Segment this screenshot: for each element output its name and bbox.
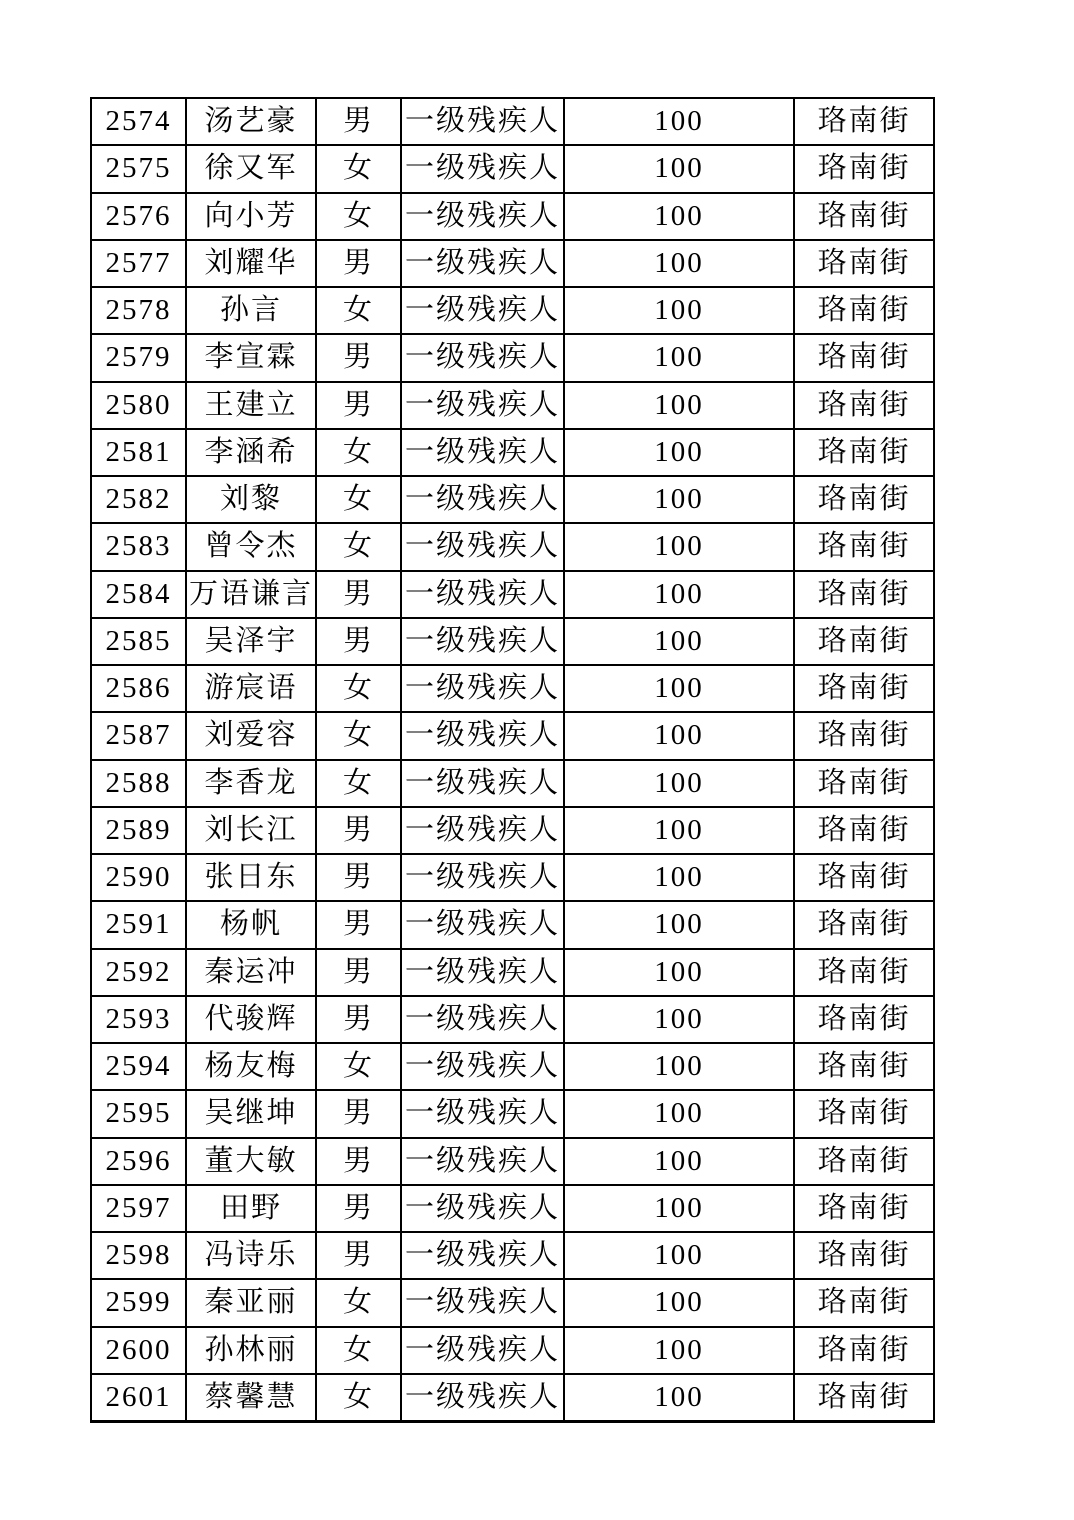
cell-gender: 女 [316,1327,401,1374]
cell-gender: 男 [316,334,401,381]
cell-amount: 100 [564,334,794,381]
cell-serial: 2587 [91,712,186,759]
cell-amount: 100 [564,1374,794,1421]
cell-gender: 男 [316,571,401,618]
cell-street: 珞南街 [794,1232,934,1279]
cell-category: 一级残疾人 [401,429,564,476]
cell-name: 万语谦言 [186,571,316,618]
cell-street: 珞南街 [794,854,934,901]
cell-street: 珞南街 [794,996,934,1043]
cell-category: 一级残疾人 [401,145,564,192]
cell-street: 珞南街 [794,1279,934,1326]
cell-category: 一级残疾人 [401,287,564,334]
cell-gender: 女 [316,1279,401,1326]
cell-name: 孙言 [186,287,316,334]
cell-serial: 2577 [91,240,186,287]
cell-category: 一级残疾人 [401,1185,564,1232]
cell-amount: 100 [564,901,794,948]
cell-name: 冯诗乐 [186,1232,316,1279]
table-row [91,1232,934,1279]
cell-name: 杨帆 [186,901,316,948]
cell-name: 曾令杰 [186,523,316,570]
cell-category: 一级残疾人 [401,665,564,712]
cell-gender: 女 [316,145,401,192]
table-row [91,1185,934,1232]
table-row [91,1327,934,1374]
cell-category: 一级残疾人 [401,1043,564,1090]
cell-category: 一级残疾人 [401,901,564,948]
cell-category: 一级残疾人 [401,1232,564,1279]
table-row [91,618,934,665]
table-row [91,240,934,287]
cell-gender: 女 [316,665,401,712]
cell-name: 秦运冲 [186,949,316,996]
cell-serial: 2600 [91,1327,186,1374]
cell-street: 珞南街 [794,665,934,712]
cell-gender: 男 [316,1185,401,1232]
cell-street: 珞南街 [794,476,934,523]
cell-amount: 100 [564,665,794,712]
cell-serial: 2588 [91,760,186,807]
cell-name: 蔡馨慧 [186,1374,316,1421]
cell-name: 刘耀华 [186,240,316,287]
cell-name: 代骏辉 [186,996,316,1043]
cell-category: 一级残疾人 [401,523,564,570]
cell-name: 刘黎 [186,476,316,523]
cell-category: 一级残疾人 [401,996,564,1043]
cell-serial: 2601 [91,1374,186,1421]
cell-gender: 男 [316,382,401,429]
cell-gender: 男 [316,949,401,996]
cell-amount: 100 [564,98,794,145]
cell-category: 一级残疾人 [401,949,564,996]
cell-category: 一级残疾人 [401,476,564,523]
cell-name: 董大敏 [186,1138,316,1185]
cell-name: 向小芳 [186,193,316,240]
cell-amount: 100 [564,807,794,854]
cell-gender: 男 [316,98,401,145]
cell-name: 汤艺豪 [186,98,316,145]
table-row [91,145,934,192]
table-row [91,382,934,429]
table-row [91,571,934,618]
cell-serial: 2590 [91,854,186,901]
cell-street: 珞南街 [794,949,934,996]
cell-gender: 女 [316,760,401,807]
cell-serial: 2596 [91,1138,186,1185]
cell-name: 孙林丽 [186,1327,316,1374]
cell-gender: 女 [316,523,401,570]
cell-amount: 100 [564,382,794,429]
cell-category: 一级残疾人 [401,1138,564,1185]
cell-gender: 女 [316,1043,401,1090]
cell-serial: 2592 [91,949,186,996]
cell-name: 刘长江 [186,807,316,854]
cell-name: 田野 [186,1185,316,1232]
cell-street: 珞南街 [794,287,934,334]
cell-gender: 女 [316,476,401,523]
cell-street: 珞南街 [794,1327,934,1374]
cell-amount: 100 [564,476,794,523]
cell-street: 珞南街 [794,1185,934,1232]
cell-gender: 男 [316,1232,401,1279]
cell-amount: 100 [564,429,794,476]
cell-gender: 男 [316,240,401,287]
cell-serial: 2597 [91,1185,186,1232]
cell-category: 一级残疾人 [401,1327,564,1374]
table-row [91,760,934,807]
cell-name: 张日东 [186,854,316,901]
table-row [91,476,934,523]
cell-name: 徐又军 [186,145,316,192]
cell-amount: 100 [564,287,794,334]
table-row [91,193,934,240]
cell-amount: 100 [564,949,794,996]
cell-serial: 2595 [91,1090,186,1137]
cell-gender: 女 [316,287,401,334]
cell-name: 王建立 [186,382,316,429]
cell-serial: 2591 [91,901,186,948]
cell-street: 珞南街 [794,618,934,665]
cell-amount: 100 [564,854,794,901]
cell-category: 一级残疾人 [401,760,564,807]
cell-amount: 100 [564,1090,794,1137]
table-row [91,1090,934,1137]
cell-name: 吴泽宇 [186,618,316,665]
cell-category: 一级残疾人 [401,98,564,145]
cell-serial: 2586 [91,665,186,712]
cell-name: 李香龙 [186,760,316,807]
cell-category: 一级残疾人 [401,854,564,901]
cell-amount: 100 [564,1279,794,1326]
cell-street: 珞南街 [794,193,934,240]
table-row [91,1279,934,1326]
cell-gender: 女 [316,1374,401,1421]
table-row [91,287,934,334]
cell-amount: 100 [564,193,794,240]
cell-name: 秦亚丽 [186,1279,316,1326]
cell-category: 一级残疾人 [401,193,564,240]
cell-street: 珞南街 [794,334,934,381]
table-row [91,98,934,145]
cell-amount: 100 [564,523,794,570]
cell-amount: 100 [564,571,794,618]
cell-name: 游宸语 [186,665,316,712]
cell-street: 珞南街 [794,1043,934,1090]
cell-category: 一级残疾人 [401,334,564,381]
cell-gender: 男 [316,1138,401,1185]
cell-amount: 100 [564,760,794,807]
cell-serial: 2574 [91,98,186,145]
table-row [91,429,934,476]
cell-category: 一级残疾人 [401,571,564,618]
cell-serial: 2589 [91,807,186,854]
cell-gender: 女 [316,193,401,240]
cell-gender: 男 [316,618,401,665]
cell-gender: 男 [316,901,401,948]
beneficiary-table-body [91,98,934,1421]
cell-street: 珞南街 [794,712,934,759]
cell-serial: 2598 [91,1232,186,1279]
table-row [91,1043,934,1090]
table-row [91,334,934,381]
table-row [91,996,934,1043]
cell-street: 珞南街 [794,1374,934,1421]
table-row [91,665,934,712]
cell-gender: 男 [316,854,401,901]
table-row [91,1138,934,1185]
cell-category: 一级残疾人 [401,1374,564,1421]
cell-category: 一级残疾人 [401,240,564,287]
cell-category: 一级残疾人 [401,1279,564,1326]
cell-gender: 男 [316,807,401,854]
cell-name: 刘爱容 [186,712,316,759]
cell-name: 吴继坤 [186,1090,316,1137]
cell-name: 杨友梅 [186,1043,316,1090]
cell-street: 珞南街 [794,1138,934,1185]
cell-street: 珞南街 [794,98,934,145]
cell-amount: 100 [564,1185,794,1232]
cell-street: 珞南街 [794,571,934,618]
cell-street: 珞南街 [794,429,934,476]
table-row [91,1374,934,1421]
cell-street: 珞南街 [794,240,934,287]
cell-serial: 2578 [91,287,186,334]
cell-gender: 男 [316,1090,401,1137]
cell-gender: 男 [316,996,401,1043]
cell-serial: 2585 [91,618,186,665]
cell-amount: 100 [564,618,794,665]
cell-street: 珞南街 [794,523,934,570]
table-row [91,807,934,854]
cell-serial: 2582 [91,476,186,523]
cell-amount: 100 [564,1138,794,1185]
cell-gender: 女 [316,429,401,476]
cell-amount: 100 [564,1327,794,1374]
cell-serial: 2599 [91,1279,186,1326]
cell-street: 珞南街 [794,901,934,948]
cell-serial: 2575 [91,145,186,192]
cell-category: 一级残疾人 [401,712,564,759]
table-row [91,523,934,570]
cell-serial: 2583 [91,523,186,570]
cell-amount: 100 [564,996,794,1043]
cell-street: 珞南街 [794,145,934,192]
cell-amount: 100 [564,240,794,287]
cell-serial: 2581 [91,429,186,476]
cell-amount: 100 [564,712,794,759]
cell-street: 珞南街 [794,760,934,807]
cell-category: 一级残疾人 [401,1090,564,1137]
cell-serial: 2594 [91,1043,186,1090]
cell-serial: 2576 [91,193,186,240]
table-row [91,712,934,759]
table-row [91,901,934,948]
cell-street: 珞南街 [794,382,934,429]
cell-amount: 100 [564,145,794,192]
table-row [91,949,934,996]
cell-serial: 2593 [91,996,186,1043]
cell-serial: 2584 [91,571,186,618]
table-row [91,854,934,901]
cell-category: 一级残疾人 [401,807,564,854]
cell-gender: 女 [316,712,401,759]
cell-street: 珞南街 [794,1090,934,1137]
cell-amount: 100 [564,1043,794,1090]
cell-name: 李宣霖 [186,334,316,381]
cell-street: 珞南街 [794,807,934,854]
beneficiary-table [90,97,935,1423]
cell-amount: 100 [564,1232,794,1279]
cell-category: 一级残疾人 [401,382,564,429]
cell-serial: 2580 [91,382,186,429]
cell-category: 一级残疾人 [401,618,564,665]
cell-name: 李涵希 [186,429,316,476]
cell-serial: 2579 [91,334,186,381]
